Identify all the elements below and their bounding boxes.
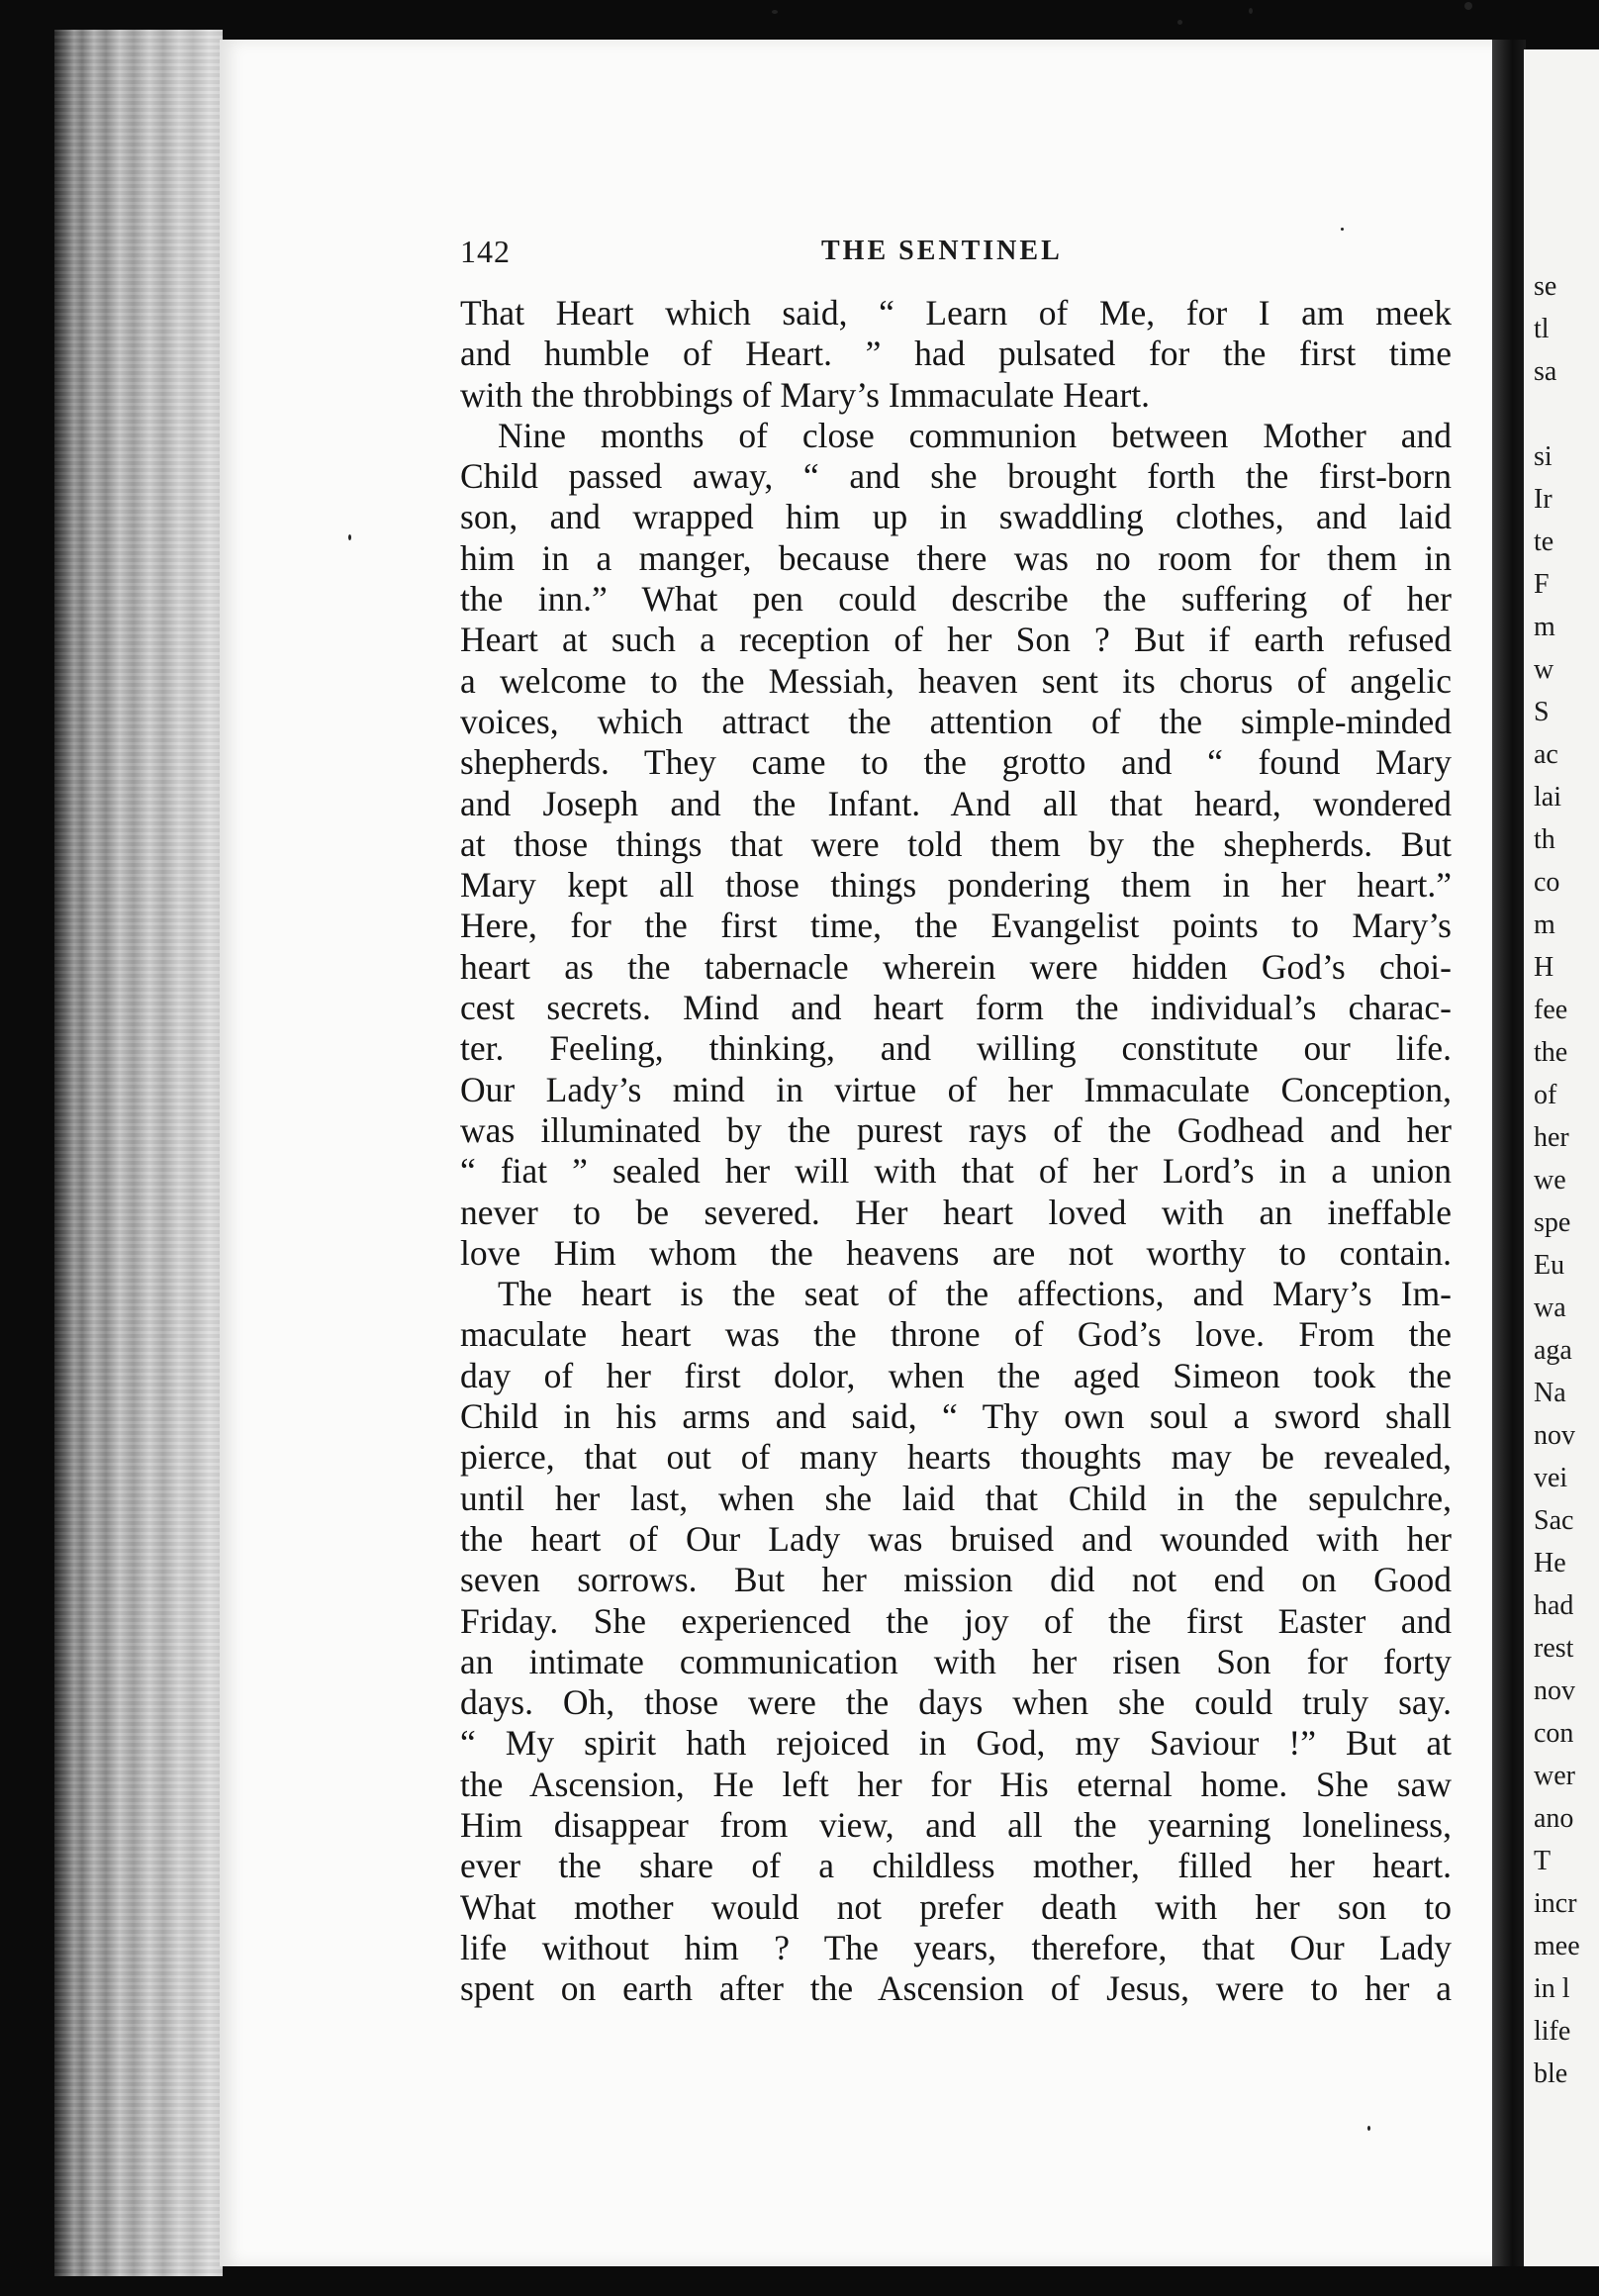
facing-page-text-fragment: spe [1534, 1207, 1571, 1238]
text-line: love Him whom the heavens are not worthy to contain. [460, 1232, 1452, 1273]
facing-page-text-fragment: of [1534, 1080, 1557, 1110]
facing-page-text-fragment: m [1534, 909, 1555, 940]
text-line: the heart of Our Lady was bruised and wounded with her [460, 1518, 1452, 1559]
facing-page-text-fragment: wa [1534, 1292, 1566, 1323]
text-line: was illuminated by the purest rays of the Godhead and her [460, 1109, 1452, 1150]
facing-page-text-fragment: we [1534, 1165, 1566, 1196]
text-line: The heart is the seat of the affections, and Mary’s Im- [498, 1274, 1452, 1314]
facing-page-text-fragment: wer [1534, 1761, 1575, 1791]
text-line: him in a manger, because there was no room for them in [460, 537, 1452, 578]
facing-page-text-fragment: H [1534, 952, 1554, 983]
text-line: life without him ? The years, therefore, that Our Lady [460, 1927, 1452, 1967]
text-line: and humble of Heart. ” had pulsated for the first time [460, 334, 1452, 374]
text-line: “ fiat ” sealed her will with that of her Lord’s in a union [460, 1151, 1452, 1192]
scan-speck [772, 10, 778, 14]
facing-page-text-fragment: se [1534, 271, 1557, 302]
facing-page-text-fragment: mee [1534, 1931, 1580, 1961]
facing-page-text-fragment: nov [1534, 1420, 1575, 1451]
text-line: “ My spirit hath rejoiced in God, my Saviour !” But at [460, 1723, 1452, 1764]
text-line: days. Oh, those were the days when she could truly say. [460, 1682, 1452, 1723]
text-line: Here, for the first time, the Evangelist points to Mary’s [460, 906, 1452, 946]
text-line: Him disappear from view, and all the yearning loneliness, [460, 1804, 1452, 1845]
facing-page-text-fragment: Eu [1534, 1250, 1565, 1281]
text-line: spent on earth after the Ascension of Jesus, were to her a [460, 1968, 1452, 2009]
text-line: the Ascension, He left her for His eternal home. She saw [460, 1764, 1452, 1804]
facing-page-text-fragment: incr [1534, 1888, 1577, 1919]
text-line: That Heart which said, “ Learn of Me, for I am meek [460, 293, 1452, 333]
facing-page-text-fragment: S [1534, 697, 1550, 727]
scan-speck [1367, 2126, 1370, 2131]
text-line: What mother would not prefer death with her son to [460, 1886, 1452, 1927]
facing-page-fragment [1524, 49, 1599, 2266]
facing-page-text-fragment: had [1534, 1590, 1574, 1621]
facing-page-text-fragment: He [1534, 1548, 1566, 1578]
scan-speck [1341, 228, 1344, 231]
text-line: a welcome to the Messiah, heaven sent its chorus of angelic [460, 660, 1452, 701]
facing-page-text-fragment: in l [1534, 1973, 1570, 2004]
facing-page-text-fragment: co [1534, 867, 1560, 898]
text-line: shepherds. They came to the grotto and “ found Mary [460, 742, 1452, 783]
running-head [460, 234, 1459, 273]
text-line: pierce, that out of many hearts thoughts may be revealed, [460, 1437, 1452, 1478]
text-line: day of her first dolor, when the aged Simeon took the [460, 1355, 1452, 1395]
text-line: at those things that were told them by the shepherds. But [460, 823, 1452, 864]
text-line: Heart at such a reception of her Son ? But if earth refused [460, 620, 1452, 660]
facing-page-text-fragment: vei [1534, 1463, 1568, 1493]
text-line: with the throbbings of Mary’s Immaculate Heart. [460, 374, 1150, 415]
facing-page-text-fragment: the [1534, 1037, 1568, 1068]
text-line: Friday. She experienced the joy of the first Easter and [460, 1600, 1452, 1641]
scan-speck [348, 534, 351, 540]
text-line: an intimate communication with her risen Son for forty [460, 1641, 1452, 1681]
facing-page-text-fragment: w [1534, 654, 1554, 685]
running-title: THE SENTINEL [821, 236, 1063, 266]
text-line: son, and wrapped him up in swaddling clothes, and laid [460, 497, 1452, 537]
text-line: voices, which attract the attention of the simple-minded [460, 701, 1452, 741]
text-line: Child in his arms and said, “ Thy own soul a sword shall [460, 1396, 1452, 1437]
facing-page-text-fragment: Sac [1534, 1505, 1574, 1536]
facing-page-text-fragment: te [1534, 526, 1554, 557]
facing-page-text-fragment: life [1534, 2016, 1571, 2047]
facing-page-text-fragment: tl [1534, 314, 1550, 344]
page-number: 142 [460, 234, 511, 269]
page-edges [54, 30, 223, 2276]
facing-page-text-fragment: her [1534, 1122, 1569, 1153]
text-line: and Joseph and the Infant. And all that heard, wondered [460, 783, 1452, 823]
scan-speck [1464, 2, 1472, 10]
book-gutter [1492, 40, 1526, 2266]
text-line: Nine months of close communion between Mother and [498, 415, 1452, 455]
text-line: never to be severed. Her heart loved with an ineffable [460, 1192, 1452, 1232]
facing-page-text-fragment: th [1534, 824, 1555, 855]
facing-page-text-fragment: lai [1534, 782, 1561, 813]
facing-page-text-fragment: si [1534, 441, 1552, 472]
text-line: Our Lady’s mind in virtue of her Immaculate Conception, [460, 1069, 1452, 1109]
facing-page-text-fragment: ble [1534, 2058, 1568, 2089]
facing-page-text-fragment: rest [1534, 1633, 1574, 1664]
facing-page-text-fragment: F [1534, 569, 1550, 600]
facing-page-text-fragment: T [1534, 1846, 1552, 1876]
facing-page-text-fragment: Na [1534, 1378, 1566, 1408]
facing-page-text-fragment: nov [1534, 1675, 1575, 1706]
text-line: Child passed away, “ and she brought forth the first-born [460, 456, 1452, 497]
text-line: heart as the tabernacle wherein were hidden God’s choi- [460, 946, 1452, 987]
body-text [460, 293, 1452, 2009]
scan-speck [1177, 20, 1182, 25]
facing-page-text-fragment: Ir [1534, 484, 1552, 515]
facing-page-text-fragment: ac [1534, 739, 1558, 770]
text-line: ever the share of a childless mother, filled her heart. [460, 1846, 1452, 1886]
text-line: cest secrets. Mind and heart form the individual’s charac- [460, 988, 1452, 1028]
facing-page-text-fragment: ano [1534, 1803, 1574, 1834]
facing-page-text-fragment: fee [1534, 995, 1568, 1025]
text-line: Mary kept all those things pondering them in her heart.” [460, 865, 1452, 906]
text-line: maculate heart was the throne of God’s love. From the [460, 1314, 1452, 1355]
text-line: ter. Feeling, thinking, and willing constitute our life. [460, 1028, 1452, 1069]
text-line: until her last, when she laid that Child in the sepulchre, [460, 1478, 1452, 1518]
facing-page-text-fragment: aga [1534, 1335, 1572, 1366]
scan-speck [1249, 8, 1253, 14]
facing-page-text-fragment: sa [1534, 356, 1557, 387]
text-line: the inn.” What pen could describe the suffering of her [460, 579, 1452, 620]
text-line: seven sorrows. But her mission did not end on Good [460, 1560, 1452, 1600]
facing-page-text-fragment: con [1534, 1718, 1574, 1749]
facing-page-text-fragment: m [1534, 612, 1555, 642]
